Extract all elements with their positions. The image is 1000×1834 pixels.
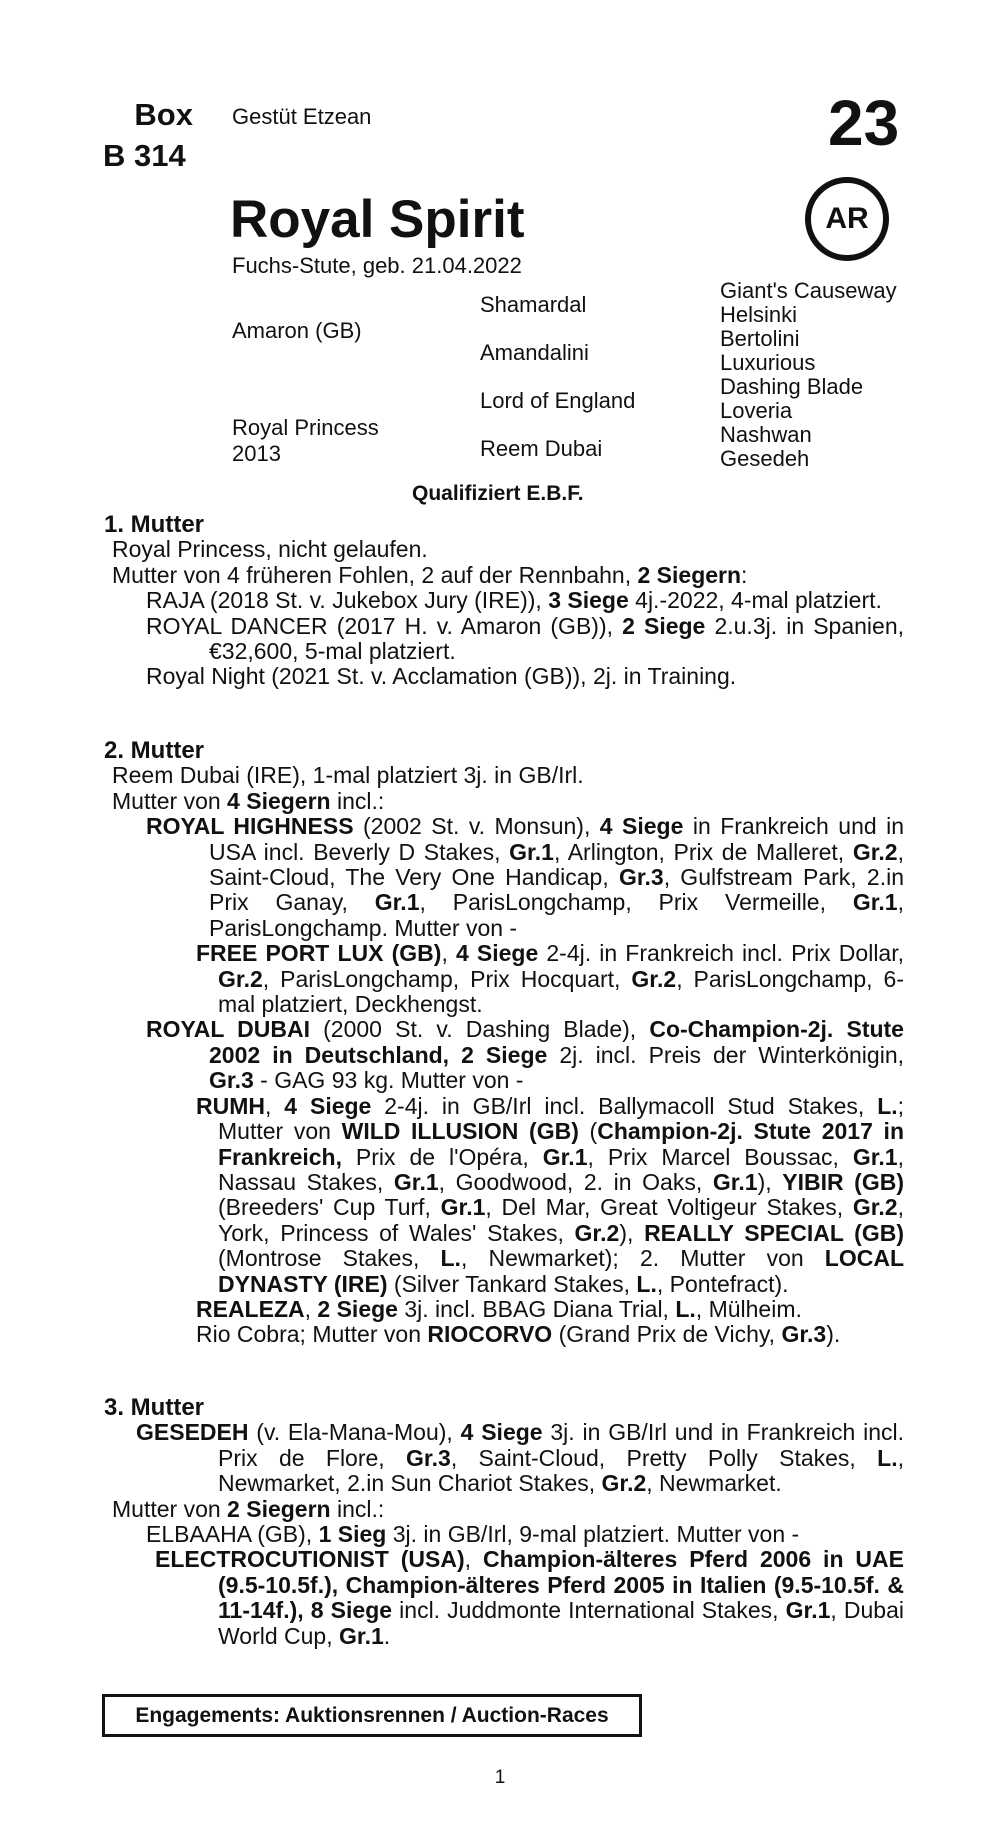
text-run: Rio Cobra; Mutter von xyxy=(196,1321,428,1348)
entry-line xyxy=(104,614,904,665)
text-run: Mutter von xyxy=(112,1495,228,1522)
text-run: , xyxy=(464,1546,483,1573)
entry-line xyxy=(104,814,904,941)
bold-text: Gr.1 xyxy=(542,1143,588,1170)
text-run: , Del Mar, Great Voltigeur Stakes, xyxy=(485,1194,853,1221)
text-run: , Mülheim. xyxy=(695,1295,802,1322)
entry-line xyxy=(104,1547,904,1649)
text-run: , xyxy=(265,1092,285,1119)
entry-line xyxy=(104,789,904,814)
bold-text: LOCAL DYNASTY (IRE) xyxy=(218,1245,904,1297)
text-run: ), xyxy=(619,1219,645,1246)
text-run: , Saint-Cloud, The Very One Handicap, xyxy=(209,838,904,891)
entry-line xyxy=(104,1322,904,1347)
bold-text: L. xyxy=(877,1444,898,1471)
bold-text: Gr.1 xyxy=(852,889,898,916)
lot-number: 23 xyxy=(828,87,900,159)
section-heading: 1. Mutter xyxy=(104,511,205,538)
stud-name: Gestüt Etzean xyxy=(232,104,372,129)
entry-line xyxy=(104,1497,904,1522)
text-run: , Gulfstream Park, 2.in Prix Ganay, xyxy=(209,864,904,916)
pedigree-great-grandparent: Helsinki xyxy=(720,302,798,327)
pedigree-dam-year: 2013 xyxy=(232,441,281,466)
text-run: , xyxy=(304,1295,318,1322)
bold-text: 4 Siege xyxy=(599,813,684,840)
text-run: , Arlington, Prix de Malleret, xyxy=(553,838,853,865)
pedigree-great-grandparent: Giant's Causeway xyxy=(720,278,897,303)
bold-text: REALLY SPECIAL (GB) xyxy=(644,1219,904,1246)
text-run: Mutter von xyxy=(112,787,228,814)
entry-line xyxy=(104,588,904,613)
bold-text: 4 Siege xyxy=(460,1419,543,1446)
bold-text: GESEDEH xyxy=(136,1419,249,1446)
bold-text: L. xyxy=(675,1295,696,1322)
text-run: : xyxy=(741,561,748,588)
bold-text: ROYAL DUBAI xyxy=(146,1016,310,1043)
text-run: , Newmarket); 2. Mutter von xyxy=(460,1245,825,1272)
horse-name: Royal Spirit xyxy=(230,190,525,249)
text-run: (Silver Tankard Stakes, xyxy=(387,1270,637,1297)
bold-text: Gr.1 xyxy=(785,1597,831,1624)
bold-text: Gr.2 xyxy=(574,1219,620,1246)
bold-text: Gr.2 xyxy=(631,965,677,992)
text-run: 2j. incl. Preis der Winterkönigin, xyxy=(547,1041,905,1068)
bold-text: 2 Siegern xyxy=(637,561,742,588)
text-run: , Newmarket. xyxy=(646,1470,782,1497)
text-run: , ParisLongchamp, Prix Vermeille, xyxy=(419,889,853,916)
bold-text: Gr.3 xyxy=(618,864,664,891)
bold-text: Gr.1 xyxy=(339,1622,384,1649)
text-run: Royal Night (2021 St. v. Acclamation (GB)), 2j. in Training. xyxy=(146,663,737,690)
bold-text: YIBIR (GB) xyxy=(782,1168,905,1195)
bold-text: Champion-2j. Stute 2017 in Frankreich, xyxy=(218,1118,904,1170)
text-run: (Montrose Stakes, xyxy=(218,1245,441,1272)
text-run: 3j. in GB/Irl, 9-mal platziert. Mutter von - xyxy=(386,1521,800,1548)
text-run: ; Mutter von xyxy=(218,1092,905,1145)
text-run: 4j.-2022, 4-mal platziert. xyxy=(628,587,882,614)
text-run: incl.: xyxy=(330,787,385,814)
bold-text: Gr.3 xyxy=(781,1321,827,1348)
page-number: 1 xyxy=(494,1767,506,1788)
text-run: Mutter von 4 früheren Fohlen, 2 auf der Rennbahn, xyxy=(112,561,638,588)
engagements-box: Engagements: Auktionsrennen / Auction-Races xyxy=(102,1694,642,1737)
entry-line xyxy=(104,1017,904,1093)
pedigree-great-grandparent: Dashing Blade xyxy=(720,374,864,399)
bold-text: 4 Siege xyxy=(284,1092,372,1119)
bold-text: REALEZA xyxy=(196,1295,305,1322)
text-run: Royal Princess, nicht gelaufen. xyxy=(112,536,428,563)
text-run: . xyxy=(383,1622,391,1649)
pedigree-great-grandparent: Gesedeh xyxy=(720,446,810,471)
text-run: , Goodwood, 2. in Oaks, xyxy=(438,1168,713,1195)
horse-description: Fuchs-Stute, geb. 21.04.2022 xyxy=(232,253,522,278)
bold-text: Champion-älteres Pferd 2006 in UAE (9.5-10.5f.), Champion-älteres Pferd 2005 in Italien (9.5-10.5f. & 11-14f.), 8 Siege xyxy=(218,1546,904,1624)
bold-text: FREE PORT LUX (GB) xyxy=(196,940,442,967)
dam2-lines xyxy=(104,763,904,1347)
box-number: B 314 xyxy=(103,138,186,173)
dam1-lines xyxy=(104,537,904,689)
entry-line xyxy=(104,1094,904,1297)
bold-text: Gr.1 xyxy=(393,1168,439,1195)
text-run: (2002 St. v. Monsun), xyxy=(353,813,600,840)
bold-text: WILD ILLUSION (GB) xyxy=(341,1118,579,1145)
bold-text: RUMH xyxy=(196,1092,265,1119)
bold-text: 1 Sieg xyxy=(318,1521,387,1548)
bold-text: Gr.2 xyxy=(218,965,263,992)
bold-text: Gr.1 xyxy=(374,889,420,916)
bold-text: Gr.1 xyxy=(440,1194,486,1221)
bold-text: 2 Siegern xyxy=(227,1495,331,1522)
pedigree-great-grandparent: Bertolini xyxy=(720,326,800,351)
dam1-section xyxy=(104,512,904,690)
text-run: ). xyxy=(826,1321,841,1348)
text-run: Prix de l'Opéra, xyxy=(342,1143,543,1170)
pedigree-sire: Amaron (GB) xyxy=(232,318,362,343)
text-run: , Dubai World Cup, xyxy=(218,1597,904,1649)
text-run: , Newmarket, 2.in Sun Chariot Stakes, xyxy=(218,1444,904,1497)
bold-text: Gr.3 xyxy=(209,1067,254,1094)
text-run: , Nassau Stakes, xyxy=(218,1143,904,1195)
text-run: - GAG 93 kg. Mutter von - xyxy=(253,1067,524,1094)
text-run: 3j. incl. BBAG Diana Trial, xyxy=(397,1295,676,1322)
text-run: , ParisLongchamp. Mutter von - xyxy=(209,889,904,941)
text-run: ELBAAHA (GB), xyxy=(146,1521,319,1548)
pedigree-grandparent: Shamardal xyxy=(480,292,587,317)
text-run: Reem Dubai (IRE), 1-mal platziert 3j. in GB/Irl. xyxy=(112,762,584,789)
bold-text: 2 Siege xyxy=(622,612,706,639)
text-run: , ParisLongchamp, Prix Hocquart, xyxy=(262,965,632,992)
bold-text: L. xyxy=(636,1270,657,1297)
text-run: 2-4j. in Frankreich incl. Prix Dollar, xyxy=(538,940,904,967)
text-run: ), xyxy=(757,1168,783,1195)
text-run: RAJA (2018 St. v. Jukebox Jury (IRE)), xyxy=(146,587,549,614)
bold-text: L. xyxy=(877,1092,898,1119)
bold-text: Gr.1 xyxy=(852,1143,898,1170)
entry-line xyxy=(104,763,904,788)
text-run: , ParisLongchamp, 6-mal platziert, Deckhengst. xyxy=(218,965,904,1018)
entry-line xyxy=(104,1522,904,1547)
dam3-lines xyxy=(104,1420,904,1649)
bold-text: 3 Siege xyxy=(548,587,629,614)
pedigree-grandparent: Reem Dubai xyxy=(480,436,603,461)
bold-text: 4 Siege xyxy=(455,940,539,967)
text-run: ( xyxy=(578,1118,598,1145)
ar-badge: AR xyxy=(805,177,889,261)
bold-text: Co-Champion-2j. Stute 2002 in Deutschland, 2 Siege xyxy=(209,1016,904,1068)
dam3-section xyxy=(104,1395,904,1649)
bold-text: ELECTROCUTIONIST (USA) xyxy=(155,1546,465,1573)
text-run: incl.: xyxy=(330,1495,385,1522)
text-run: (Grand Prix de Vichy, xyxy=(552,1321,782,1348)
bold-text: L. xyxy=(440,1245,461,1272)
text-run: incl. Juddmonte International Stakes, xyxy=(392,1597,786,1624)
pedigree-great-grandparents xyxy=(720,279,897,471)
bold-text: Gr.1 xyxy=(509,838,554,865)
pedigree-great-grandparent: Luxurious xyxy=(720,350,816,375)
bold-text: Gr.2 xyxy=(852,1194,898,1221)
entry-line xyxy=(104,563,904,588)
text-run: ROYAL DANCER (2017 H. v. Amaron (GB)), xyxy=(146,612,623,639)
text-run: 2.u.3j. in Spanien, €32,600, 5-mal platziert. xyxy=(209,612,905,665)
text-run: (2000 St. v. Dashing Blade), xyxy=(309,1016,650,1043)
section-heading: 3. Mutter xyxy=(104,1394,205,1421)
bold-text: Gr.2 xyxy=(852,838,898,865)
bold-text: Gr.2 xyxy=(601,1470,647,1497)
text-run: , xyxy=(441,940,456,967)
pedigree-grandparent: Lord of England xyxy=(480,388,636,413)
qualification: Qualifiziert E.B.F. xyxy=(412,482,584,505)
bold-text: 2 Siege xyxy=(317,1295,398,1322)
bold-text: 4 Siegern xyxy=(227,787,331,814)
bold-text: Gr.1 xyxy=(712,1168,758,1195)
entry-line xyxy=(104,941,904,1017)
pedigree-great-grandparent: Loveria xyxy=(720,398,793,423)
text-run: , Pontefract). xyxy=(656,1270,789,1297)
pedigree-grandparent: Amandalini xyxy=(480,340,589,365)
text-run: in Frankreich und in USA incl. Beverly D Stakes, xyxy=(209,813,905,865)
section-heading: 2. Mutter xyxy=(104,737,205,764)
pedigree-great-grandparent: Nashwan xyxy=(720,422,812,447)
bold-text: RIOCORVO xyxy=(427,1321,553,1348)
entry-line xyxy=(104,1297,904,1322)
text-run: , Prix Marcel Boussac, xyxy=(587,1143,853,1170)
bold-text: ROYAL HIGHNESS xyxy=(146,813,354,840)
bold-text: Gr.3 xyxy=(406,1444,451,1471)
dam2-section xyxy=(104,738,904,1348)
text-run: 3j. in GB/Irl und in Frankreich incl. Prix de Flore, xyxy=(218,1419,905,1471)
text-run: 2-4j. in GB/Irl incl. Ballymacoll Stud Stakes, xyxy=(371,1092,878,1119)
text-run: (Breeders' Cup Turf, xyxy=(218,1194,441,1221)
text-run: (v. Ela-Mana-Mou), xyxy=(248,1419,461,1446)
entry-line xyxy=(104,664,904,689)
pedigree-dam: Royal Princess xyxy=(232,415,379,440)
box-label: Box xyxy=(134,97,193,132)
entry-line xyxy=(104,1420,904,1496)
text-run: , York, Princess of Wales' Stakes, xyxy=(218,1194,904,1246)
entry-line xyxy=(104,537,904,562)
text-run: , Saint-Cloud, Pretty Polly Stakes, xyxy=(450,1444,878,1471)
